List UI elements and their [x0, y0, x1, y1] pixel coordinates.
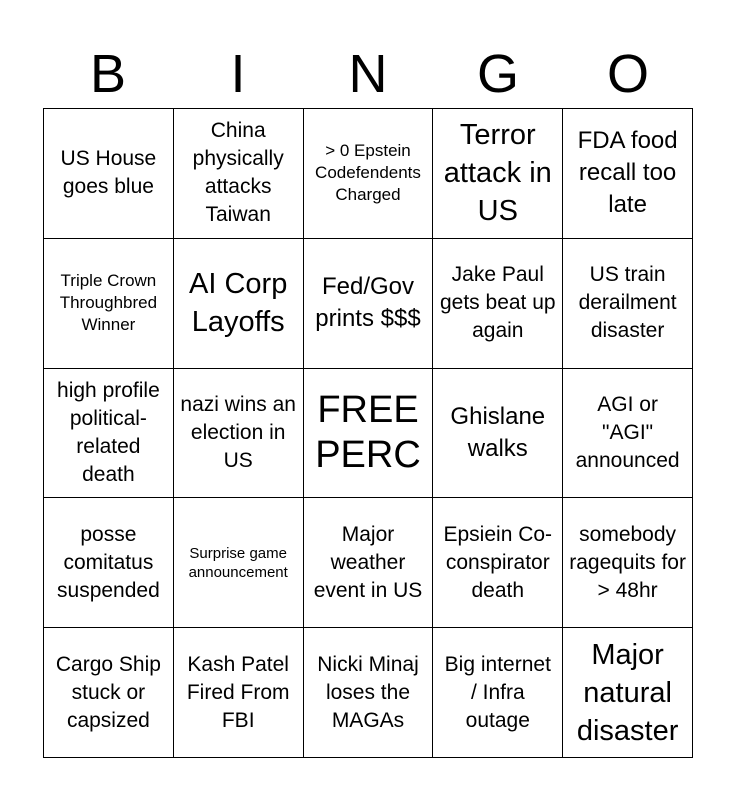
bingo-cell[interactable]: nazi wins an election in US	[174, 369, 304, 499]
bingo-cell[interactable]: AGI or "AGI" announced	[563, 369, 693, 499]
header-letter-o: O	[606, 44, 649, 104]
bingo-board	[43, 108, 693, 758]
bingo-cell[interactable]: Kash Patel Fired From FBI	[174, 628, 304, 758]
header-letter-n: N	[348, 44, 388, 104]
bingo-cell[interactable]: US House goes blue	[44, 109, 174, 239]
bingo-cell[interactable]: Epsiein Co-conspirator death	[433, 498, 563, 628]
bingo-cell[interactable]: FDA food recall too late	[563, 109, 693, 239]
bingo-cell[interactable]: > 0 Epstein Codefendents Charged	[304, 109, 434, 239]
bingo-cell[interactable]: Nicki Minaj loses the MAGAs	[304, 628, 434, 758]
header-letter-b: B	[89, 44, 127, 104]
header-letter-i: I	[230, 44, 246, 104]
bingo-cell[interactable]: Jake Paul gets beat up again	[433, 239, 563, 369]
bingo-cell[interactable]: somebody ragequits for > 48hr	[563, 498, 693, 628]
bingo-cell[interactable]: Ghislane walks	[433, 369, 563, 499]
bingo-header	[43, 40, 693, 108]
bingo-cell[interactable]: China physically attacks Taiwan	[174, 109, 304, 239]
bingo-cell[interactable]: posse comitatus suspended	[44, 498, 174, 628]
bingo-cell[interactable]: Terror attack in US	[433, 109, 563, 239]
bingo-cell[interactable]: US train derailment disaster	[563, 239, 693, 369]
bingo-cell[interactable]: Big internet / Infra outage	[433, 628, 563, 758]
bingo-cell[interactable]: Major natural disaster	[563, 628, 693, 758]
bingo-cell[interactable]: Surprise game announcement	[174, 498, 304, 628]
free-space-cell[interactable]: FREE PERC	[304, 369, 434, 499]
bingo-cell[interactable]: Major weather event in US	[304, 498, 434, 628]
bingo-cell[interactable]: Cargo Ship stuck or capsized	[44, 628, 174, 758]
bingo-cell[interactable]: Triple Crown Throughbred Winner	[44, 239, 174, 369]
bingo-cell[interactable]: high profile political-related death	[44, 369, 174, 499]
bingo-cell[interactable]: AI Corp Layoffs	[174, 239, 304, 369]
bingo-cell[interactable]: Fed/Gov prints $$$	[304, 239, 434, 369]
header-letter-g: G	[476, 44, 519, 104]
